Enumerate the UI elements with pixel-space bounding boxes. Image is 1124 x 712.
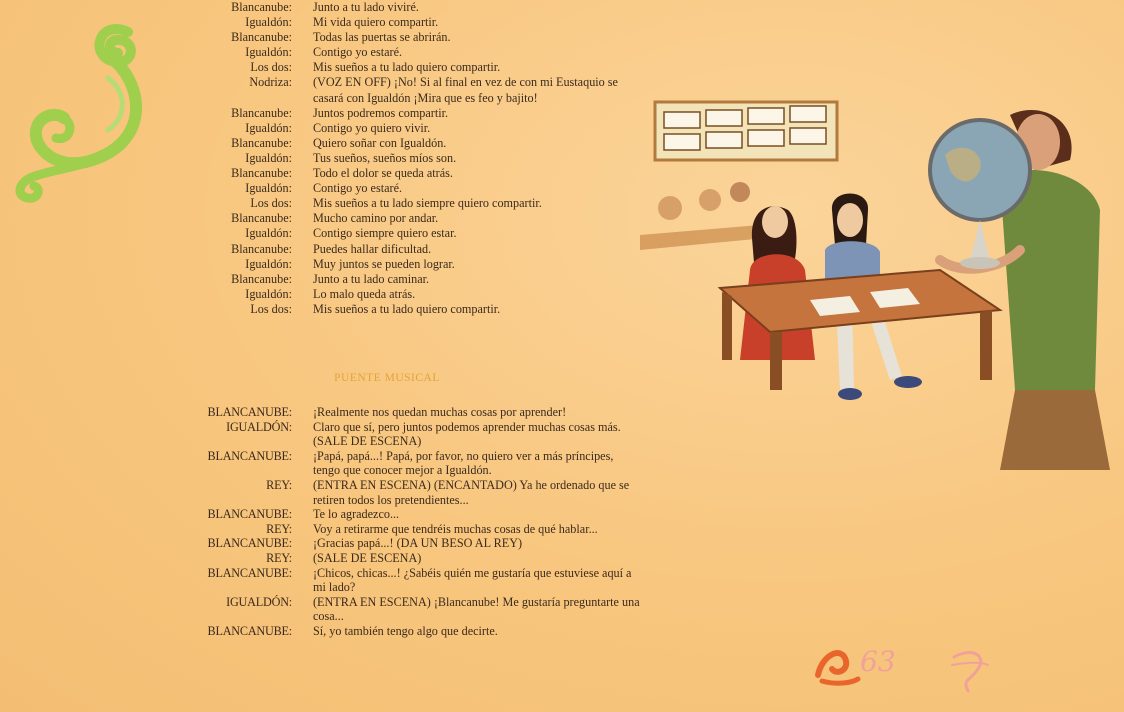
lyric-line bbox=[160, 151, 660, 166]
lyric-line bbox=[160, 302, 660, 317]
dialogue-line bbox=[160, 624, 680, 639]
line-text: Todo el dolor se queda atrás. bbox=[313, 166, 453, 181]
line-text: Mis sueños a tu lado siempre quiero compartir. bbox=[313, 196, 542, 211]
lyric-line bbox=[160, 287, 660, 302]
speaker-name: Igualdón: bbox=[245, 45, 292, 60]
lyric-line bbox=[160, 45, 660, 60]
lyric-line bbox=[160, 257, 660, 272]
speaker-name: Igualdón: bbox=[245, 286, 292, 301]
speaker-name: Igualdón: bbox=[245, 256, 292, 271]
speaker-name: Igualdón: bbox=[245, 181, 292, 196]
dialogue-line bbox=[160, 493, 680, 508]
dialogue-line bbox=[160, 405, 680, 420]
line-text: Muy juntos se pueden lograr. bbox=[313, 256, 455, 271]
speaker-name: Nodriza: bbox=[249, 75, 292, 90]
speaker-name: Los dos: bbox=[250, 301, 292, 316]
speaker-name bbox=[160, 609, 313, 624]
speaker-name: BLANCANUBE: bbox=[207, 448, 292, 463]
line-text: ¡Gracias papá...! (DA UN BESO AL REY) bbox=[313, 536, 523, 551]
dialogue-line bbox=[160, 566, 680, 581]
line-text: Juntos podremos compartir. bbox=[313, 105, 449, 120]
speaker-name: Blancanube: bbox=[231, 105, 292, 120]
lyric-line bbox=[160, 15, 660, 30]
dialogue-line bbox=[160, 522, 680, 537]
line-text: Tus sueños, sueños míos son. bbox=[313, 150, 457, 165]
speaker-name bbox=[160, 91, 313, 106]
line-text: Mucho camino por andar. bbox=[313, 211, 439, 226]
lyric-line bbox=[160, 0, 660, 15]
line-text: ¡Realmente nos quedan muchas cosas por aprender! bbox=[313, 405, 567, 419]
line-text: casará con Igualdón ¡Mira que es feo y bajito! bbox=[313, 90, 538, 105]
speaker-name: REY: bbox=[266, 550, 292, 565]
lyric-line bbox=[160, 30, 660, 45]
line-text: (SALE DE ESCENA) bbox=[313, 434, 422, 449]
lyric-line bbox=[160, 196, 660, 211]
line-text: cosa... bbox=[313, 609, 344, 624]
speaker-name: Blancanube: bbox=[231, 135, 292, 150]
dialogue-line bbox=[160, 434, 680, 449]
song-lyrics bbox=[160, 0, 660, 317]
lyric-line bbox=[160, 181, 660, 196]
line-text: Mis sueños a tu lado quiero compartir. bbox=[313, 301, 501, 316]
speaker-name: Blancanube: bbox=[231, 30, 292, 45]
lyric-line bbox=[160, 106, 660, 121]
green-swirl-ornament bbox=[8, 18, 158, 208]
line-text: (SALE DE ESCENA) bbox=[313, 550, 422, 565]
line-text: Claro que sí, pero juntos podemos aprender muchas cosas más. bbox=[313, 419, 621, 434]
line-text: Contigo yo estaré. bbox=[313, 181, 403, 196]
speaker-name: IGUALDÓN: bbox=[226, 594, 292, 609]
line-text: Mi vida quiero compartir. bbox=[313, 15, 439, 30]
dialogue-line bbox=[160, 595, 680, 610]
speaker-name: IGUALDÓN: bbox=[226, 419, 292, 434]
lyric-line bbox=[160, 272, 660, 287]
speaker-name: Blancanube: bbox=[231, 166, 292, 181]
speaker-name: REY: bbox=[266, 477, 292, 492]
speaker-name: BLANCANUBE: bbox=[207, 405, 292, 419]
speaker-name: BLANCANUBE: bbox=[207, 623, 292, 638]
speaker-name: Blancanube: bbox=[231, 211, 292, 226]
line-text: tengo que conocer mejor a Igualdón. bbox=[313, 463, 492, 478]
page-number-ornament bbox=[812, 635, 1012, 695]
line-text: Te lo agradezco... bbox=[313, 507, 400, 522]
lyric-line bbox=[160, 75, 660, 90]
speaker-name: BLANCANUBE: bbox=[207, 536, 292, 551]
speaker-name bbox=[160, 493, 313, 508]
line-text: ¡Chicos, chicas...! ¿Sabéis quién me gustaría que estuviese aquí a bbox=[313, 565, 632, 580]
speaker-name: Blancanube: bbox=[231, 0, 292, 14]
dialogue-line bbox=[160, 536, 680, 551]
line-text: Puedes hallar dificultad. bbox=[313, 241, 432, 256]
speaker-name: Blancanube: bbox=[231, 241, 292, 256]
line-text: (VOZ EN OFF) ¡No! Si al final en vez de con mi Eustaquio se bbox=[313, 75, 618, 90]
lyric-line bbox=[160, 242, 660, 257]
line-text: Sí, yo también tengo algo que decirte. bbox=[313, 623, 498, 638]
dialogue-line bbox=[160, 449, 680, 464]
line-text: Contigo siempre quiero estar. bbox=[313, 226, 457, 241]
speaker-name bbox=[160, 580, 313, 595]
speaker-name: Los dos: bbox=[250, 60, 292, 75]
dialogue-line bbox=[160, 478, 680, 493]
line-text: Quiero soñar con Igualdón. bbox=[313, 135, 447, 150]
speaker-name: BLANCANUBE: bbox=[207, 565, 292, 580]
line-text: ¡Papá, papá...! Papá, por favor, no quiero ver a más príncipes, bbox=[313, 448, 614, 463]
line-text: Contigo yo quiero vivir. bbox=[313, 120, 431, 135]
line-text: (ENTRA EN ESCENA) (ENCANTADO) Ya he ordenado que se bbox=[313, 477, 630, 492]
speaker-name: Igualdón: bbox=[245, 150, 292, 165]
line-text: retiren todos los pretendientes... bbox=[313, 492, 469, 507]
line-text: mi lado? bbox=[313, 580, 356, 595]
line-text: Todas las puertas se abrirán. bbox=[313, 30, 451, 45]
line-text: Junto a tu lado caminar. bbox=[313, 271, 430, 286]
line-text: Mis sueños a tu lado quiero compartir. bbox=[313, 60, 501, 75]
page-ornament-icon bbox=[812, 635, 1012, 695]
lyric-line bbox=[160, 226, 660, 241]
speaker-name: Igualdón: bbox=[245, 15, 292, 30]
lyric-line bbox=[160, 211, 660, 226]
dialogue-line bbox=[160, 420, 680, 435]
speaker-name: Igualdón: bbox=[245, 120, 292, 135]
line-text: Junto a tu lado viviré. bbox=[313, 0, 419, 14]
lyric-line bbox=[160, 60, 660, 75]
speaker-name bbox=[160, 434, 313, 449]
dialogue-line bbox=[160, 507, 680, 522]
lyric-line bbox=[160, 91, 660, 106]
lyric-line bbox=[160, 121, 660, 136]
dialogue-line bbox=[160, 551, 680, 566]
line-text: Contigo yo estaré. bbox=[313, 45, 403, 60]
speaker-name: BLANCANUBE: bbox=[207, 507, 292, 522]
speaker-name bbox=[160, 463, 313, 478]
speaker-name: REY: bbox=[266, 521, 292, 536]
dialogue-line bbox=[160, 580, 680, 595]
lyric-line bbox=[160, 136, 660, 151]
section-title: PUENTE MUSICAL bbox=[334, 372, 440, 384]
page-number: 63 bbox=[860, 645, 896, 678]
dialogue bbox=[160, 405, 680, 639]
speaker-name: Igualdón: bbox=[245, 226, 292, 241]
speaker-name: Blancanube: bbox=[231, 271, 292, 286]
line-text: Lo malo queda atrás. bbox=[313, 286, 416, 301]
lyric-line bbox=[160, 166, 660, 181]
line-text: Voy a retirarme que tendréis muchas cosas de qué hablar... bbox=[313, 521, 598, 536]
dialogue-line bbox=[160, 609, 680, 624]
classroom-illustration bbox=[640, 60, 1110, 470]
speaker-name: Los dos: bbox=[250, 196, 292, 211]
line-text: (ENTRA EN ESCENA) ¡Blancanube! Me gustaría preguntarte una bbox=[313, 594, 640, 609]
dialogue-line bbox=[160, 463, 680, 478]
